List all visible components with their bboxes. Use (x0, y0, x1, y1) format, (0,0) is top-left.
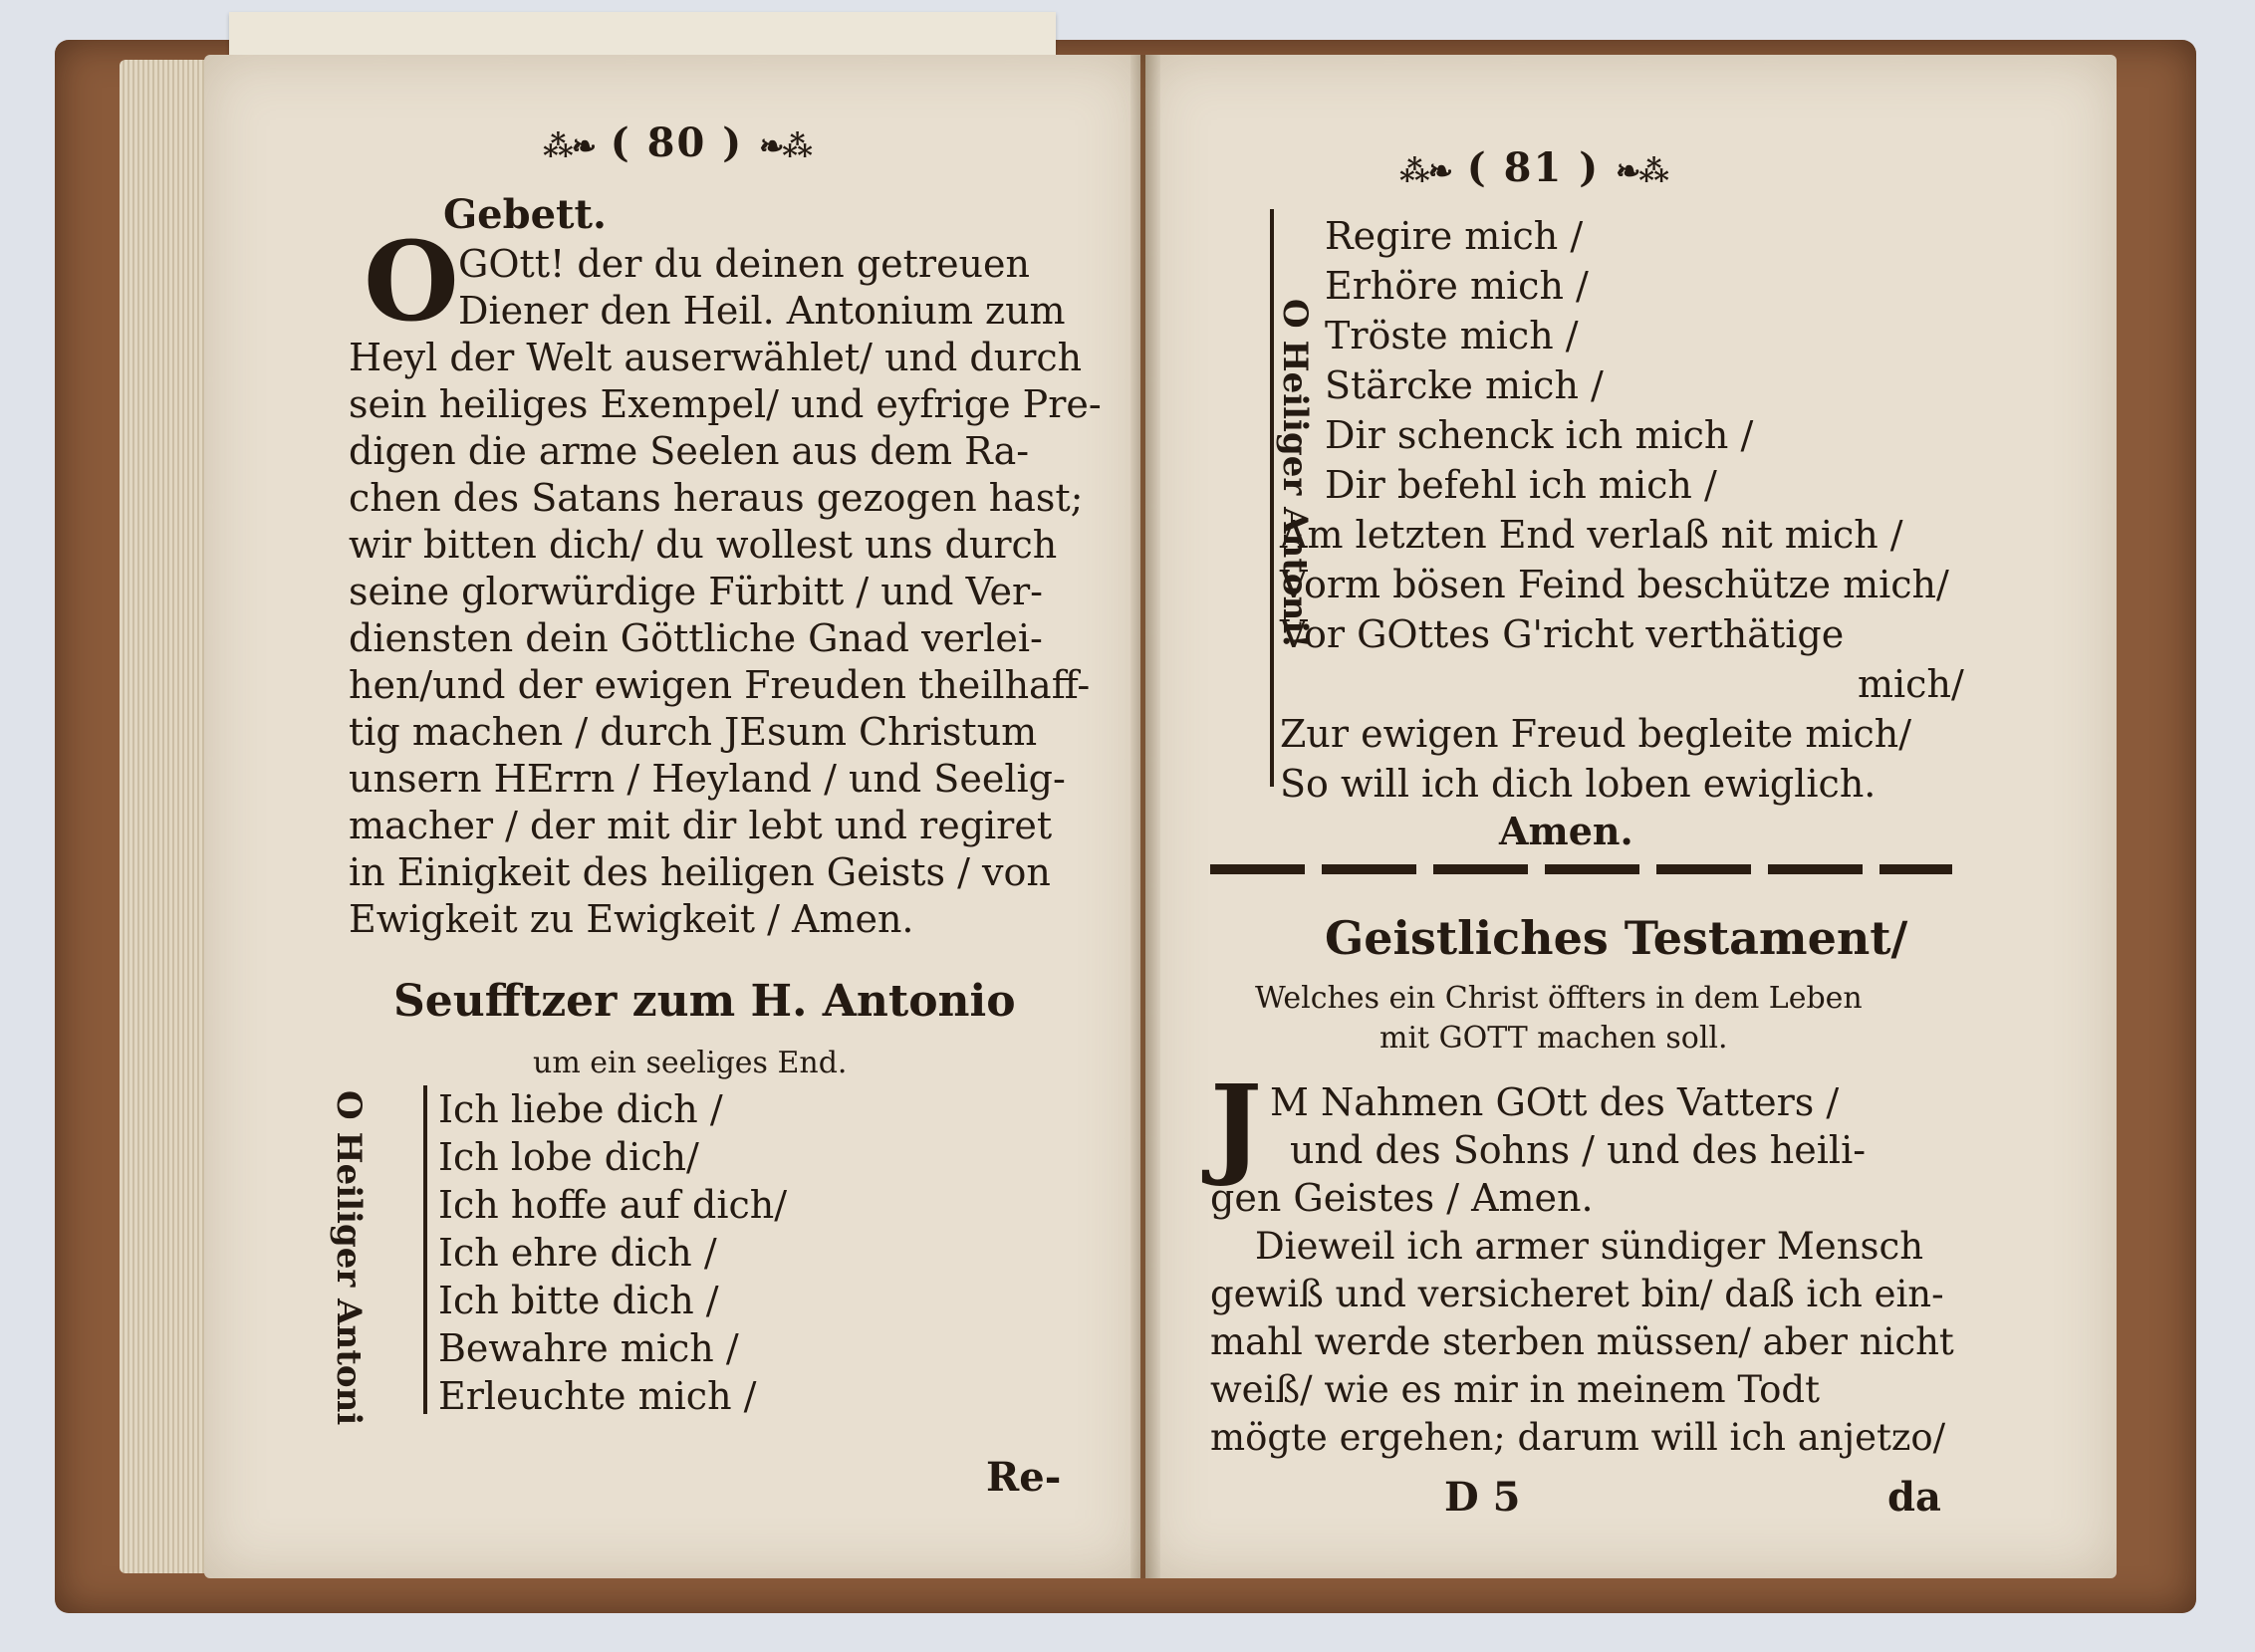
verse-line: mich/ (1858, 662, 1964, 706)
verse-line: Regire mich / (1325, 214, 1584, 258)
prayer-line: macher / der mit dir lebt und regiret (349, 804, 1053, 847)
prayer-line: sein heiliges Exempel/ und eyfrige Pre- (349, 382, 1102, 426)
verse-lines (1325, 211, 1753, 510)
body-line: Dieweil ich armer sündiger Mensch (1255, 1225, 1924, 1268)
prayer-line: digen die arme Seelen aus dem Ra- (349, 429, 1030, 473)
signature-mark: D 5 (1444, 1474, 1521, 1521)
section-rule (1210, 864, 1952, 874)
prayer-line: Ewigkeit zu Ewigkeit / Amen. (349, 897, 914, 941)
left-page-number: ( 80 ) (610, 119, 744, 166)
prayer-line: GOtt! der du deinen getreuen (458, 242, 1030, 286)
page-edges (120, 60, 209, 1573)
testament-subtitle: mit GOTT machen soll. (1379, 1021, 1728, 1056)
body-line: weiß/ wie es mir in meinem Todt (1210, 1368, 1820, 1411)
sigh-line: Ich bitte dich / (438, 1279, 719, 1322)
prayer-line: seine glorwürdige Fürbitt / und Ver- (349, 570, 1044, 613)
prayer-line: hen/und der ewigen Freuden theilhaff- (349, 663, 1091, 707)
ornament-right-icon: ❧⁂ (1616, 154, 1667, 189)
sigh-line: Ich liebe dich / (438, 1087, 723, 1131)
sigh-line: Erleuchte mich / (438, 1374, 757, 1418)
sigh-line: Ich lobe dich/ (438, 1135, 699, 1179)
book-gutter (1130, 55, 1160, 1578)
body-line: mahl werde sterben müssen/ aber nicht (1210, 1320, 1954, 1363)
right-page-number: ( 81 ) (1466, 144, 1601, 191)
sigh-line: Ich hoffe auf dich/ (438, 1183, 788, 1227)
right-drop-cap: J (1210, 1061, 1263, 1189)
prayer-line: in Einigkeit des heiligen Geists / von (349, 850, 1051, 894)
right-brace (1270, 209, 1274, 787)
verse-line: Vorm bösen Feind beschütze mich/ (1280, 563, 1949, 606)
prayer-text (349, 241, 1126, 943)
right-catchword: da (1887, 1474, 1941, 1521)
left-running-head (543, 119, 811, 166)
verse-line: Erhöre mich / (1325, 264, 1589, 308)
ornament-left-icon: ⁂❧ (543, 129, 595, 164)
verse-line: So will ich dich loben ewiglich. (1280, 762, 1877, 806)
verse-lines-wide (1280, 510, 1964, 809)
body-line: gewiß und versicheret bin/ daß ich ein- (1210, 1273, 1944, 1315)
left-side-label: O Heiliger Antoni (329, 1090, 369, 1426)
verse-line: Tröste mich / (1325, 314, 1579, 357)
verse-line: Am letzten End verlaß nit mich / (1280, 513, 1903, 557)
testament-title: Geistliches Testament/ (1325, 911, 1908, 965)
prayer-line: wir bitten dich/ du wollest uns durch (349, 523, 1058, 567)
prayer-line: diensten dein Göttliche Gnad verlei- (349, 616, 1043, 660)
testament-line: M Nahmen GOtt des Vatters / (1270, 1080, 1840, 1124)
prayer-line: tig machen / durch JEsum Christum (349, 710, 1038, 754)
verse-line: Stärcke mich / (1325, 363, 1604, 407)
verse-line: Zur ewigen Freud begleite mich/ (1280, 712, 1912, 756)
ornament-left-icon: ⁂❧ (1399, 154, 1451, 189)
sigh-title: Seufftzer zum H. Antonio (393, 976, 1016, 1027)
amen-label: Amen. (1499, 809, 1633, 853)
testament-line: und des Sohns / und des heili- (1290, 1128, 1867, 1172)
testament-line: gen Geistes / Amen. (1210, 1176, 1594, 1220)
left-drop-cap: O (364, 217, 459, 346)
sigh-line: Bewahre mich / (438, 1326, 739, 1370)
sigh-subtitle: um ein seeliges End. (533, 1046, 848, 1080)
prayer-line: chen des Satans heraus gezogen hast; (349, 476, 1084, 520)
right-running-head (1399, 144, 1667, 191)
right-side-label: O Heiliger Antoni! (1275, 299, 1315, 649)
verse-line: Vor GOttes G'richt verthätige (1280, 612, 1845, 656)
sigh-lines (438, 1085, 787, 1420)
verse-line: Dir befehl ich mich / (1325, 463, 1717, 507)
sigh-line: Ich ehre dich / (438, 1231, 717, 1275)
testament-subtitle: Welches ein Christ öffters in dem Leben (1255, 981, 1863, 1016)
testament-body (1210, 1223, 1954, 1462)
prayer-line: Diener den Heil. Antonium zum (458, 289, 1066, 333)
prayer-title: Gebett. (443, 191, 607, 238)
prayer-line: Heyl der Welt auserwählet/ und durch (349, 336, 1083, 379)
ornament-right-icon: ❧⁂ (759, 129, 811, 164)
body-line: mögte ergehen; darum will ich anjetzo/ (1210, 1416, 1946, 1459)
prayer-line: unsern HErrn / Heyland / und Seelig- (349, 757, 1066, 801)
left-catchword: Re- (986, 1454, 1062, 1501)
verse-line: Dir schenck ich mich / (1325, 413, 1754, 457)
testament-opening (1210, 1078, 1866, 1222)
left-brace (423, 1085, 427, 1414)
